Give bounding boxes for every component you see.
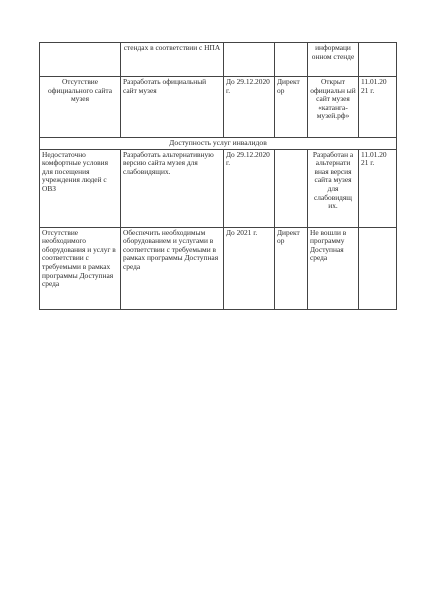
result-cell: информаци онном стенде — [308, 43, 359, 77]
date-cell: До 29.12.2020 г. — [224, 77, 275, 138]
table-row — [40, 77, 397, 138]
fact-date-cell: 11.01.20 21 г. — [359, 77, 397, 138]
result-cell: Не вошли в программу Доступная среда — [308, 227, 359, 309]
result-cell: Открыт официальн ый сайт музея «катанга-музей.рф» — [308, 77, 359, 138]
problem-cell: Отсутствие необходимого оборудования и услуг в соответствии с требуемыми в рамках программы Доступная среда — [40, 227, 121, 309]
action-cell: Разработать официальный сайт музея — [121, 77, 224, 138]
date-cell: До 2021 г. — [224, 227, 275, 309]
responsible-cell: Директ ор — [275, 227, 308, 309]
problem-cell — [40, 43, 121, 77]
action-cell: Обеспечить необходимым оборудованием и услугами в соответствии с требуемыми в рамках программы Доступная среда — [121, 227, 224, 309]
section-title: Доступность услуг инвалидов — [40, 138, 397, 150]
fact-date-cell — [359, 43, 397, 77]
date-cell: До 29.12.2020 г. — [224, 149, 275, 227]
action-cell: стендах в соответствии с НПА — [121, 43, 224, 77]
problem-cell: Отсутствие официального сайта музея — [40, 77, 121, 138]
fact-date-cell — [359, 227, 397, 309]
action-cell: Разработать альтернативную версию сайта музея для слабовидящих. — [121, 149, 224, 227]
result-cell: Разработан а альтернати вная версия сайта музея для слабовидящ их. — [308, 149, 359, 227]
table-row — [40, 227, 397, 309]
fact-date-cell: 11.01.20 21 г. — [359, 149, 397, 227]
table-row — [40, 43, 397, 77]
section-row — [40, 138, 397, 150]
responsible-cell — [275, 149, 308, 227]
date-cell — [224, 43, 275, 77]
table-row — [40, 149, 397, 227]
problem-cell: Недостаточно комфортные условия для посещения учреждения людей с ОВЗ — [40, 149, 121, 227]
responsible-cell: Директ ор — [275, 77, 308, 138]
plan-table — [39, 42, 397, 310]
responsible-cell — [275, 43, 308, 77]
